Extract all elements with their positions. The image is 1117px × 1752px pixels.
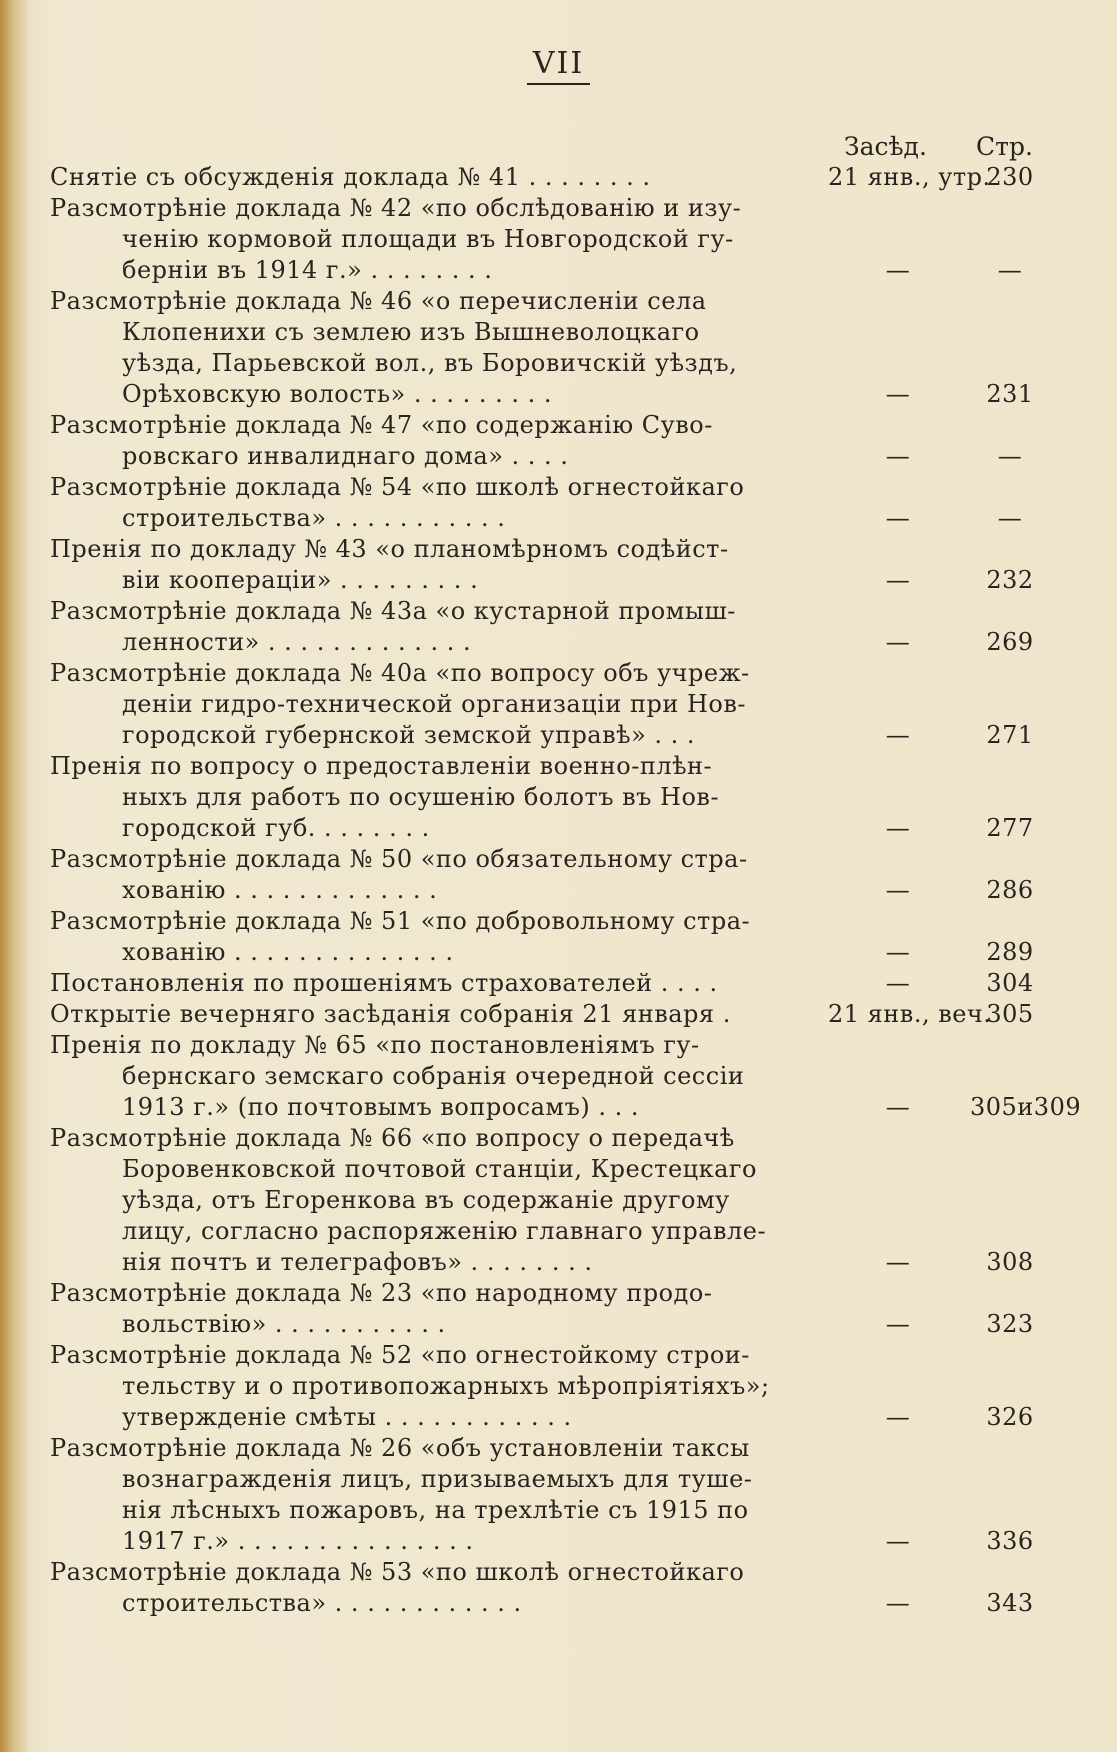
- entry-text: 1913 г.» (по почтовымъ вопросамъ) . . .: [122, 1093, 639, 1121]
- entry-continuation-line: [50, 1371, 1050, 1402]
- entry-first-line: [50, 193, 1050, 224]
- entry-continuation-line: [50, 1092, 1082, 1123]
- entry-continuation-line: [50, 224, 1050, 255]
- entry-page: 336: [986, 1527, 1034, 1555]
- entry-text: Постановленія по прошеніямъ страхователей . . . .: [50, 969, 718, 997]
- entry-page: 286: [986, 876, 1034, 904]
- session-column-header: Засѣд.: [844, 132, 927, 161]
- entry-session: —: [885, 1527, 911, 1555]
- entry-first-line: [50, 844, 1050, 875]
- entry-session: —: [885, 1589, 911, 1617]
- entry-text: віи коопераціи» . . . . . . . . .: [122, 566, 479, 594]
- entry-continuation-line: [50, 689, 1050, 720]
- entry-text: Разсмотрѣніе доклада № 50 «по обязательному стра-: [50, 845, 748, 873]
- entry-text: вознагражденія лицъ, призываемыхъ для туше-: [122, 1465, 753, 1493]
- entry-continuation-line: [50, 1402, 1050, 1433]
- entry-text: бернскаго земскаго собранія очередной сессіи: [122, 1062, 745, 1090]
- entry-text: ленности» . . . . . . . . . . . . .: [122, 628, 472, 656]
- entry-session: —: [885, 504, 911, 532]
- entry-session: —: [885, 969, 911, 997]
- contents-entry: [50, 1340, 1050, 1433]
- entry-continuation-line: [50, 348, 1050, 379]
- contents-entry: [50, 1557, 1050, 1619]
- entry-text: деніи гидро-технической организаціи при Нов-: [122, 690, 746, 718]
- entry-first-line: [50, 906, 1050, 937]
- entry-text: ровскаго инвалиднаго дома» . . . .: [122, 442, 569, 470]
- contents-entry: [50, 534, 1050, 596]
- entry-continuation-line: [50, 1309, 1050, 1340]
- entry-first-line: [50, 162, 1050, 193]
- contents-entry: [50, 751, 1050, 844]
- entry-session: 21 янв., веч.: [828, 1000, 992, 1028]
- contents-entry: [50, 410, 1050, 472]
- entry-first-line: [50, 410, 1050, 441]
- entry-continuation-line: [50, 255, 1050, 286]
- page-number-text: VII: [527, 46, 590, 85]
- entry-text: строительства» . . . . . . . . . . .: [122, 504, 506, 532]
- entry-page: 231: [986, 380, 1034, 408]
- entry-first-line: [50, 751, 1050, 782]
- entry-continuation-line: [50, 1464, 1050, 1495]
- entry-page: 271: [986, 721, 1034, 749]
- contents-entry: [50, 596, 1050, 658]
- entry-continuation-line: [50, 782, 1050, 813]
- entry-continuation-line: [50, 317, 1050, 348]
- entry-text: городской губ. . . . . . . .: [122, 814, 430, 842]
- entry-text: Разсмотрѣніе доклада № 26 «объ установленіи таксы: [50, 1434, 750, 1462]
- entry-session: —: [885, 1248, 911, 1276]
- entry-page: 323: [986, 1310, 1034, 1338]
- entry-first-line: [50, 999, 1050, 1030]
- entry-continuation-line: [50, 813, 1050, 844]
- entry-first-line: [50, 1557, 1050, 1588]
- entry-session: —: [885, 1403, 911, 1431]
- entry-session: —: [885, 1093, 911, 1121]
- entry-text: Разсмотрѣніе доклада № 40а «по вопросу объ учреж-: [50, 659, 750, 687]
- entry-continuation-line: [50, 627, 1050, 658]
- entry-continuation-line: [50, 875, 1050, 906]
- entry-page: 343: [986, 1589, 1034, 1617]
- entry-continuation-line: [50, 503, 1050, 534]
- entry-first-line: [50, 968, 1050, 999]
- entry-text: городской губернской земской управѣ» . . .: [122, 721, 696, 749]
- contents-entry: [50, 844, 1050, 906]
- entry-session: —: [885, 566, 911, 594]
- entry-text: Разсмотрѣніе доклада № 42 «по обслѣдованію и изу-: [50, 194, 742, 222]
- entry-first-line: [50, 286, 1050, 317]
- entry-page: 232: [986, 566, 1034, 594]
- page-number: [0, 46, 1117, 85]
- entry-continuation-line: [50, 1588, 1050, 1619]
- contents-entry: [50, 193, 1050, 286]
- entry-text: хованію . . . . . . . . . . . . .: [122, 876, 438, 904]
- entry-text: Разсмотрѣніе доклада № 23 «по народному продо-: [50, 1279, 713, 1307]
- entry-page: 269: [986, 628, 1034, 656]
- entry-text: Разсмотрѣніе доклада № 52 «по огнестойкому строи-: [50, 1341, 750, 1369]
- entry-continuation-line: [50, 1526, 1050, 1557]
- contents-entry: [50, 162, 1050, 193]
- entry-continuation-line: [50, 1154, 1050, 1185]
- entry-page: 289: [986, 938, 1034, 966]
- entry-text: утвержденіе смѣты . . . . . . . . . . . .: [122, 1403, 572, 1431]
- entry-session: —: [885, 814, 911, 842]
- entry-continuation-line: [50, 565, 1050, 596]
- entry-continuation-line: [50, 1185, 1050, 1216]
- entry-session: 21 янв., утр.: [828, 163, 991, 191]
- entry-session: —: [885, 628, 911, 656]
- contents-entry: [50, 286, 1050, 410]
- entry-session: —: [885, 256, 911, 284]
- contents-list: [50, 162, 1082, 1619]
- entry-page: 305и309: [970, 1093, 1082, 1121]
- entry-text: Пренія по докладу № 43 «о планомѣрномъ содѣйст-: [50, 535, 729, 563]
- entry-text: Открытіе вечерняго засѣданія собранія 21 января .: [50, 1000, 731, 1028]
- contents-entry: [50, 999, 1050, 1030]
- entry-text: нія лѣсныхъ пожаровъ, на трехлѣтіе съ 1915 по: [122, 1496, 749, 1524]
- entry-text: Снятіе съ обсужденія доклада № 41 . . . . . . . .: [50, 163, 651, 191]
- entry-page: —: [997, 504, 1023, 532]
- entry-text: Пренія по докладу № 65 «по постановленіямъ гу-: [50, 1031, 700, 1059]
- entry-page: 326: [986, 1403, 1034, 1431]
- entry-page: —: [997, 256, 1023, 284]
- entry-continuation-line: [50, 1495, 1050, 1526]
- entry-text: тельству и о противопожарныхъ мѣропріятіяхъ»;: [122, 1372, 770, 1400]
- entry-text: Разсмотрѣніе доклада № 47 «по содержанію Суво-: [50, 411, 713, 439]
- entry-text: Разсмотрѣніе доклада № 54 «по школѣ огнестойкаго: [50, 473, 745, 501]
- contents-entry: [50, 1030, 1082, 1123]
- entry-text: берніи въ 1914 г.» . . . . . . . .: [122, 256, 493, 284]
- contents-entry: [50, 1123, 1050, 1278]
- entry-continuation-line: [50, 379, 1050, 410]
- entry-page: 230: [986, 163, 1034, 191]
- entry-text: ченію кормовой площади въ Новгородской гу-: [122, 225, 734, 253]
- entry-text: вольствію» . . . . . . . . . . .: [122, 1310, 446, 1338]
- entry-page: 308: [986, 1248, 1034, 1276]
- contents-entry: [50, 968, 1050, 999]
- entry-first-line: [50, 1433, 1050, 1464]
- contents-entry: [50, 1278, 1050, 1340]
- entry-text: 1917 г.» . . . . . . . . . . . . . . .: [122, 1527, 474, 1555]
- entry-text: хованію . . . . . . . . . . . . . .: [122, 938, 454, 966]
- entry-text: Пренія по вопросу о предоставленіи военно-плѣн-: [50, 752, 713, 780]
- entry-page: 277: [986, 814, 1034, 842]
- entry-text: Боровенковской почтовой станціи, Крестецкаго: [122, 1155, 757, 1183]
- entry-first-line: [50, 596, 1050, 627]
- entry-first-line: [50, 1030, 1050, 1061]
- entry-continuation-line: [50, 1247, 1050, 1278]
- entry-session: —: [885, 1310, 911, 1338]
- entry-first-line: [50, 1123, 1050, 1154]
- entry-page: 304: [986, 969, 1034, 997]
- entry-text: ныхъ для работъ по осушенію болотъ въ Нов-: [122, 783, 720, 811]
- contents-entry: [50, 658, 1050, 751]
- entry-continuation-line: [50, 1061, 1050, 1092]
- entry-text: Разсмотрѣніе доклада № 51 «по добровольному стра-: [50, 907, 751, 935]
- entry-text: уѣзда, отъ Егоренкова въ содержаніе другому: [122, 1186, 730, 1214]
- entry-continuation-line: [50, 1216, 1050, 1247]
- entry-session: —: [885, 876, 911, 904]
- entry-continuation-line: [50, 441, 1050, 472]
- entry-continuation-line: [50, 720, 1050, 751]
- entry-first-line: [50, 472, 1050, 503]
- entry-first-line: [50, 1278, 1050, 1309]
- entry-first-line: [50, 658, 1050, 689]
- entry-page: 305: [986, 1000, 1034, 1028]
- entry-page: —: [997, 442, 1023, 470]
- entry-session: —: [885, 380, 911, 408]
- entry-text: Разсмотрѣніе доклада № 43а «о кустарной промыш-: [50, 597, 736, 625]
- entry-continuation-line: [50, 937, 1050, 968]
- entry-text: Разсмотрѣніе доклада № 46 «о перечисленіи села: [50, 287, 707, 315]
- entry-text: уѣзда, Парьевской вол., въ Боровичскій уѣздъ,: [122, 349, 738, 377]
- entry-text: нія почтъ и телеграфовъ» . . . . . . . .: [122, 1248, 593, 1276]
- entry-session: —: [885, 442, 911, 470]
- entry-session: —: [885, 721, 911, 749]
- entry-text: Клопенихи съ землею изъ Вышневолоцкаго: [122, 318, 700, 346]
- contents-entry: [50, 1433, 1050, 1557]
- entry-session: —: [885, 938, 911, 966]
- entry-text: лицу, согласно распоряженію главнаго управле-: [122, 1217, 767, 1245]
- entry-first-line: [50, 1340, 1050, 1371]
- contents-entry: [50, 906, 1050, 968]
- page-column-header: Стр.: [976, 132, 1033, 161]
- entry-text: строительства» . . . . . . . . . . . .: [122, 1589, 522, 1617]
- entry-text: Разсмотрѣніе доклада № 53 «по школѣ огнестойкаго: [50, 1558, 745, 1586]
- entry-text: Орѣховскую волость» . . . . . . . . .: [122, 380, 553, 408]
- entry-text: Разсмотрѣніе доклада № 66 «по вопросу о передачѣ: [50, 1124, 735, 1152]
- contents-entry: [50, 472, 1050, 534]
- entry-first-line: [50, 534, 1050, 565]
